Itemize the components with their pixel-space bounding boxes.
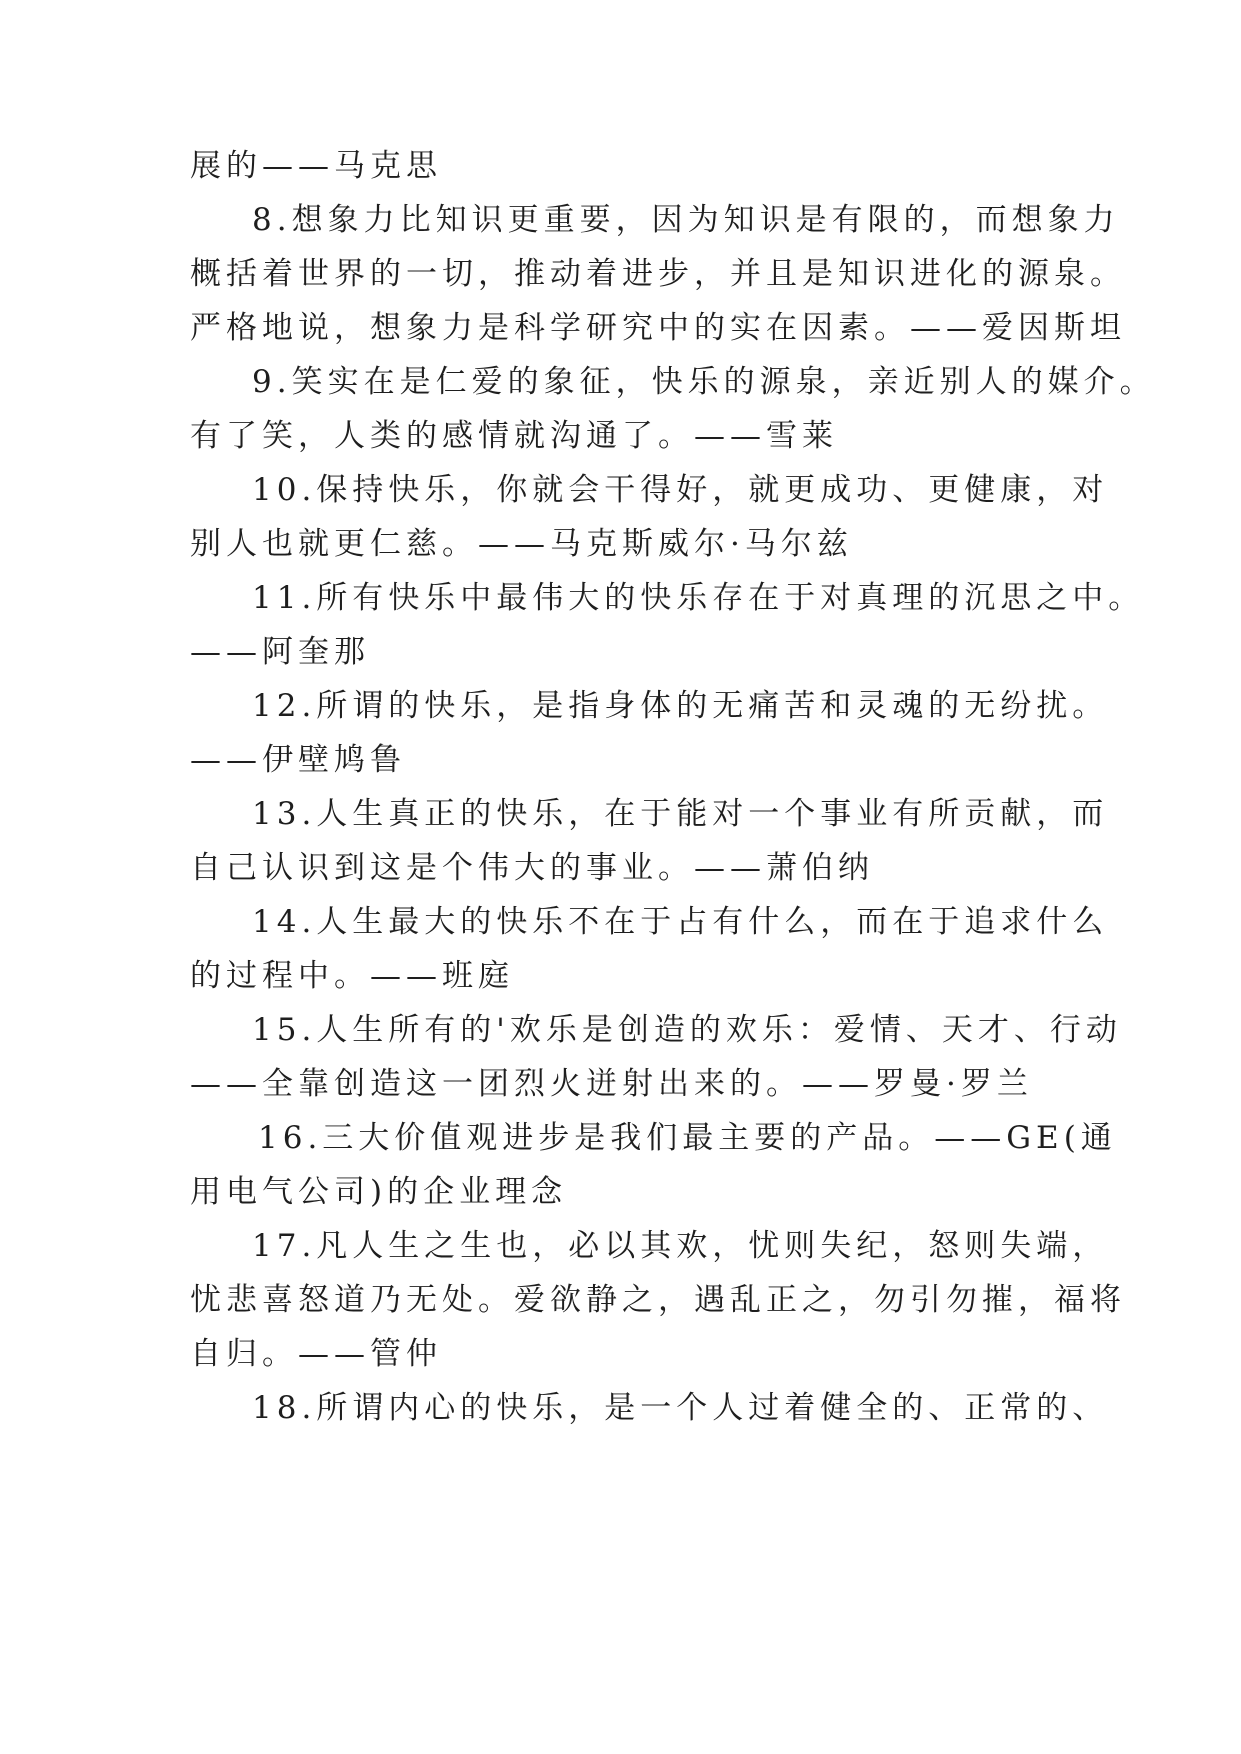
text-line: 9.笑实在是仁爱的象征，快乐的源泉，亲近别人的媒介。 [252,364,1156,400]
text-line: ——阿奎那 [190,634,370,670]
text-line: 展的——马克思 [190,148,442,184]
text-line: ——全靠创造这一团烈火迸射出来的。——罗曼·罗兰 [190,1066,1033,1102]
text-line: 有了笑，人类的感情就沟通了。——雪莱 [190,418,838,454]
text-line: 12.所谓的快乐，是指身体的无痛苦和灵魂的无纷扰。 [252,688,1109,724]
text-line: 11.所有快乐中最伟大的快乐存在于对真理的沉思之中。 [252,580,1145,616]
text-line: 17.凡人生之生也，必以其欢，忧则失纪，怒则失端， [252,1228,1109,1264]
text-line: 的过程中。——班庭 [190,958,514,994]
text-line: 自归。——管仲 [190,1336,442,1372]
text-line: ——伊壁鸠鲁 [190,742,406,778]
text-line: 自己认识到这是个伟大的事业。——萧伯纳 [190,850,874,886]
text-line: 18.所谓内心的快乐，是一个人过着健全的、正常的、 [252,1390,1109,1426]
text-line: 严格地说，想象力是科学研究中的实在因素。——爱因斯坦 [190,310,1126,346]
text-line: 概括着世界的一切，推动着进步，并且是知识进化的源泉。 [190,256,1126,292]
text-line: 15.人生所有的'欢乐是创造的欢乐：爱情、天才、行动 [252,1012,1122,1048]
text-line: 14.人生最大的快乐不在于占有什么，而在于追求什么 [252,904,1109,940]
text-line: 13.人生真正的快乐，在于能对一个事业有所贡献，而 [252,796,1109,832]
text-line: 10.保持快乐，你就会干得好，就更成功、更健康，对 [252,472,1109,508]
text-line: 16.三大价值观进步是我们最主要的产品。——GE(通 [258,1120,1117,1156]
text-line: 用电气公司)的企业理念 [190,1174,568,1210]
text-line: 别人也就更仁慈。——马克斯威尔·马尔兹 [190,526,853,562]
text-line: 8.想象力比知识更重要，因为知识是有限的，而想象力 [252,202,1120,238]
text-line: 忧悲喜怒道乃无处。爱欲静之，遇乱正之，勿引勿摧，福将 [190,1282,1126,1318]
